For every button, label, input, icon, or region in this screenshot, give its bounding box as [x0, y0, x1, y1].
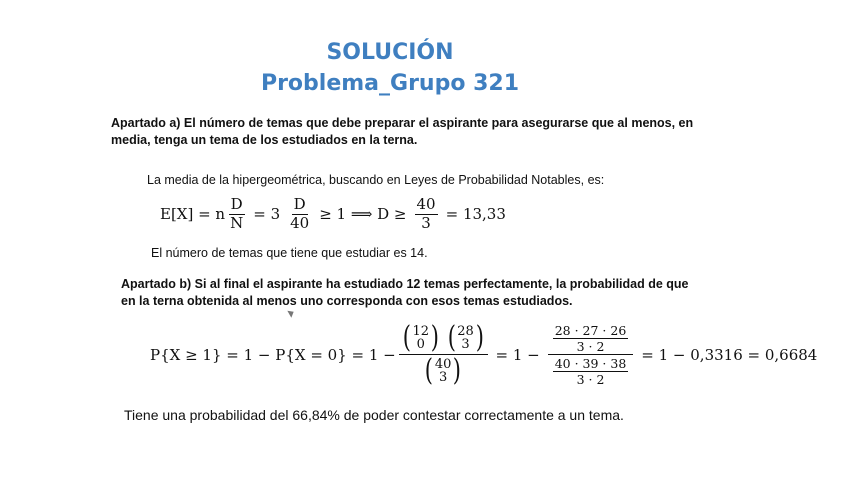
part-b-heading: Apartado b) Si al final el aspirante ha estudiado 12 temas perfectamente, la probabilidad de que en la terna obtenida al menos uno corresponda con esos temas estudiados.: [121, 277, 689, 308]
fraction-40-over-3: [415, 197, 438, 232]
part-a-intro: La media de la hipergeométrica, buscando en Leyes de Probabilidad Notables, es:: [147, 173, 605, 187]
numerator-top: 28 · 27 · 26: [554, 323, 627, 338]
binomial-28-3: ( 28 3 ): [447, 320, 484, 356]
binomial-fraction: [399, 320, 488, 389]
binom-top: 12: [412, 323, 430, 339]
formula-result: = 1 − 0,3316 = 0,6684: [641, 345, 818, 364]
denominator-top: 40 · 39 · 38: [554, 356, 627, 372]
binomial-numerator: [399, 320, 488, 356]
product-denominator: [548, 355, 634, 386]
formula-lhs: P{X ≥ 1} = 1 − P{X = 0} = 1 −: [150, 345, 396, 364]
title-solucion: SOLUCIÓN: [326, 40, 454, 65]
binom-bottom: 3: [461, 337, 470, 353]
part-a-heading: Apartado a) El número de temas que debe preparar el aspirante para asegurarse que al menos, en media, tenga un tema de los estudiados en la terna.: [111, 116, 694, 147]
binomial-40-3: ( 40 3 ): [424, 353, 462, 389]
denominator-bottom: 3 · 2: [576, 372, 605, 388]
denominator-fraction: [553, 357, 629, 386]
part-b-formula: [150, 320, 822, 389]
fraction-d-over-n: [228, 197, 245, 232]
binom-bottom: 3: [438, 370, 448, 386]
product-fraction: [548, 323, 634, 387]
title-problem: Problema_Grupo 321: [260, 71, 520, 96]
fraction-denominator: 40: [290, 213, 310, 232]
numerator-fraction: [553, 324, 629, 353]
binom-top: 40: [434, 356, 452, 372]
part-a-conclusion: El número de temas que tiene que estudiar es 14.: [151, 246, 428, 260]
fraction-denominator: N: [230, 213, 244, 232]
formula-equals-3: = 3: [253, 205, 281, 224]
part-b-conclusion: Tiene una probabilidad del 66,84% de poder contestar correctamente a un tema.: [124, 407, 624, 423]
binom-top: 28: [457, 323, 474, 339]
fraction-numerator: D: [230, 195, 243, 213]
formula-inequality: ≥ 1 ⟹ D ≥: [319, 205, 407, 224]
binom-bottom: 0: [416, 337, 425, 353]
fraction-d-over-40: [288, 197, 311, 232]
numerator-bottom: 3 · 2: [576, 339, 605, 355]
fraction-denominator: 3: [421, 213, 431, 232]
fraction-numerator: 40: [416, 195, 436, 213]
binomial-12-0: ( 12 0 ): [402, 320, 439, 356]
formula-lhs: E[X] = n: [160, 205, 226, 224]
binomial-denominator: [421, 353, 465, 389]
part-a-formula: [160, 197, 511, 232]
formula-equals-1-minus: = 1 −: [495, 345, 540, 364]
formula-result: = 13,33: [445, 205, 506, 224]
fraction-numerator: D: [293, 195, 306, 213]
product-numerator: [548, 323, 634, 355]
